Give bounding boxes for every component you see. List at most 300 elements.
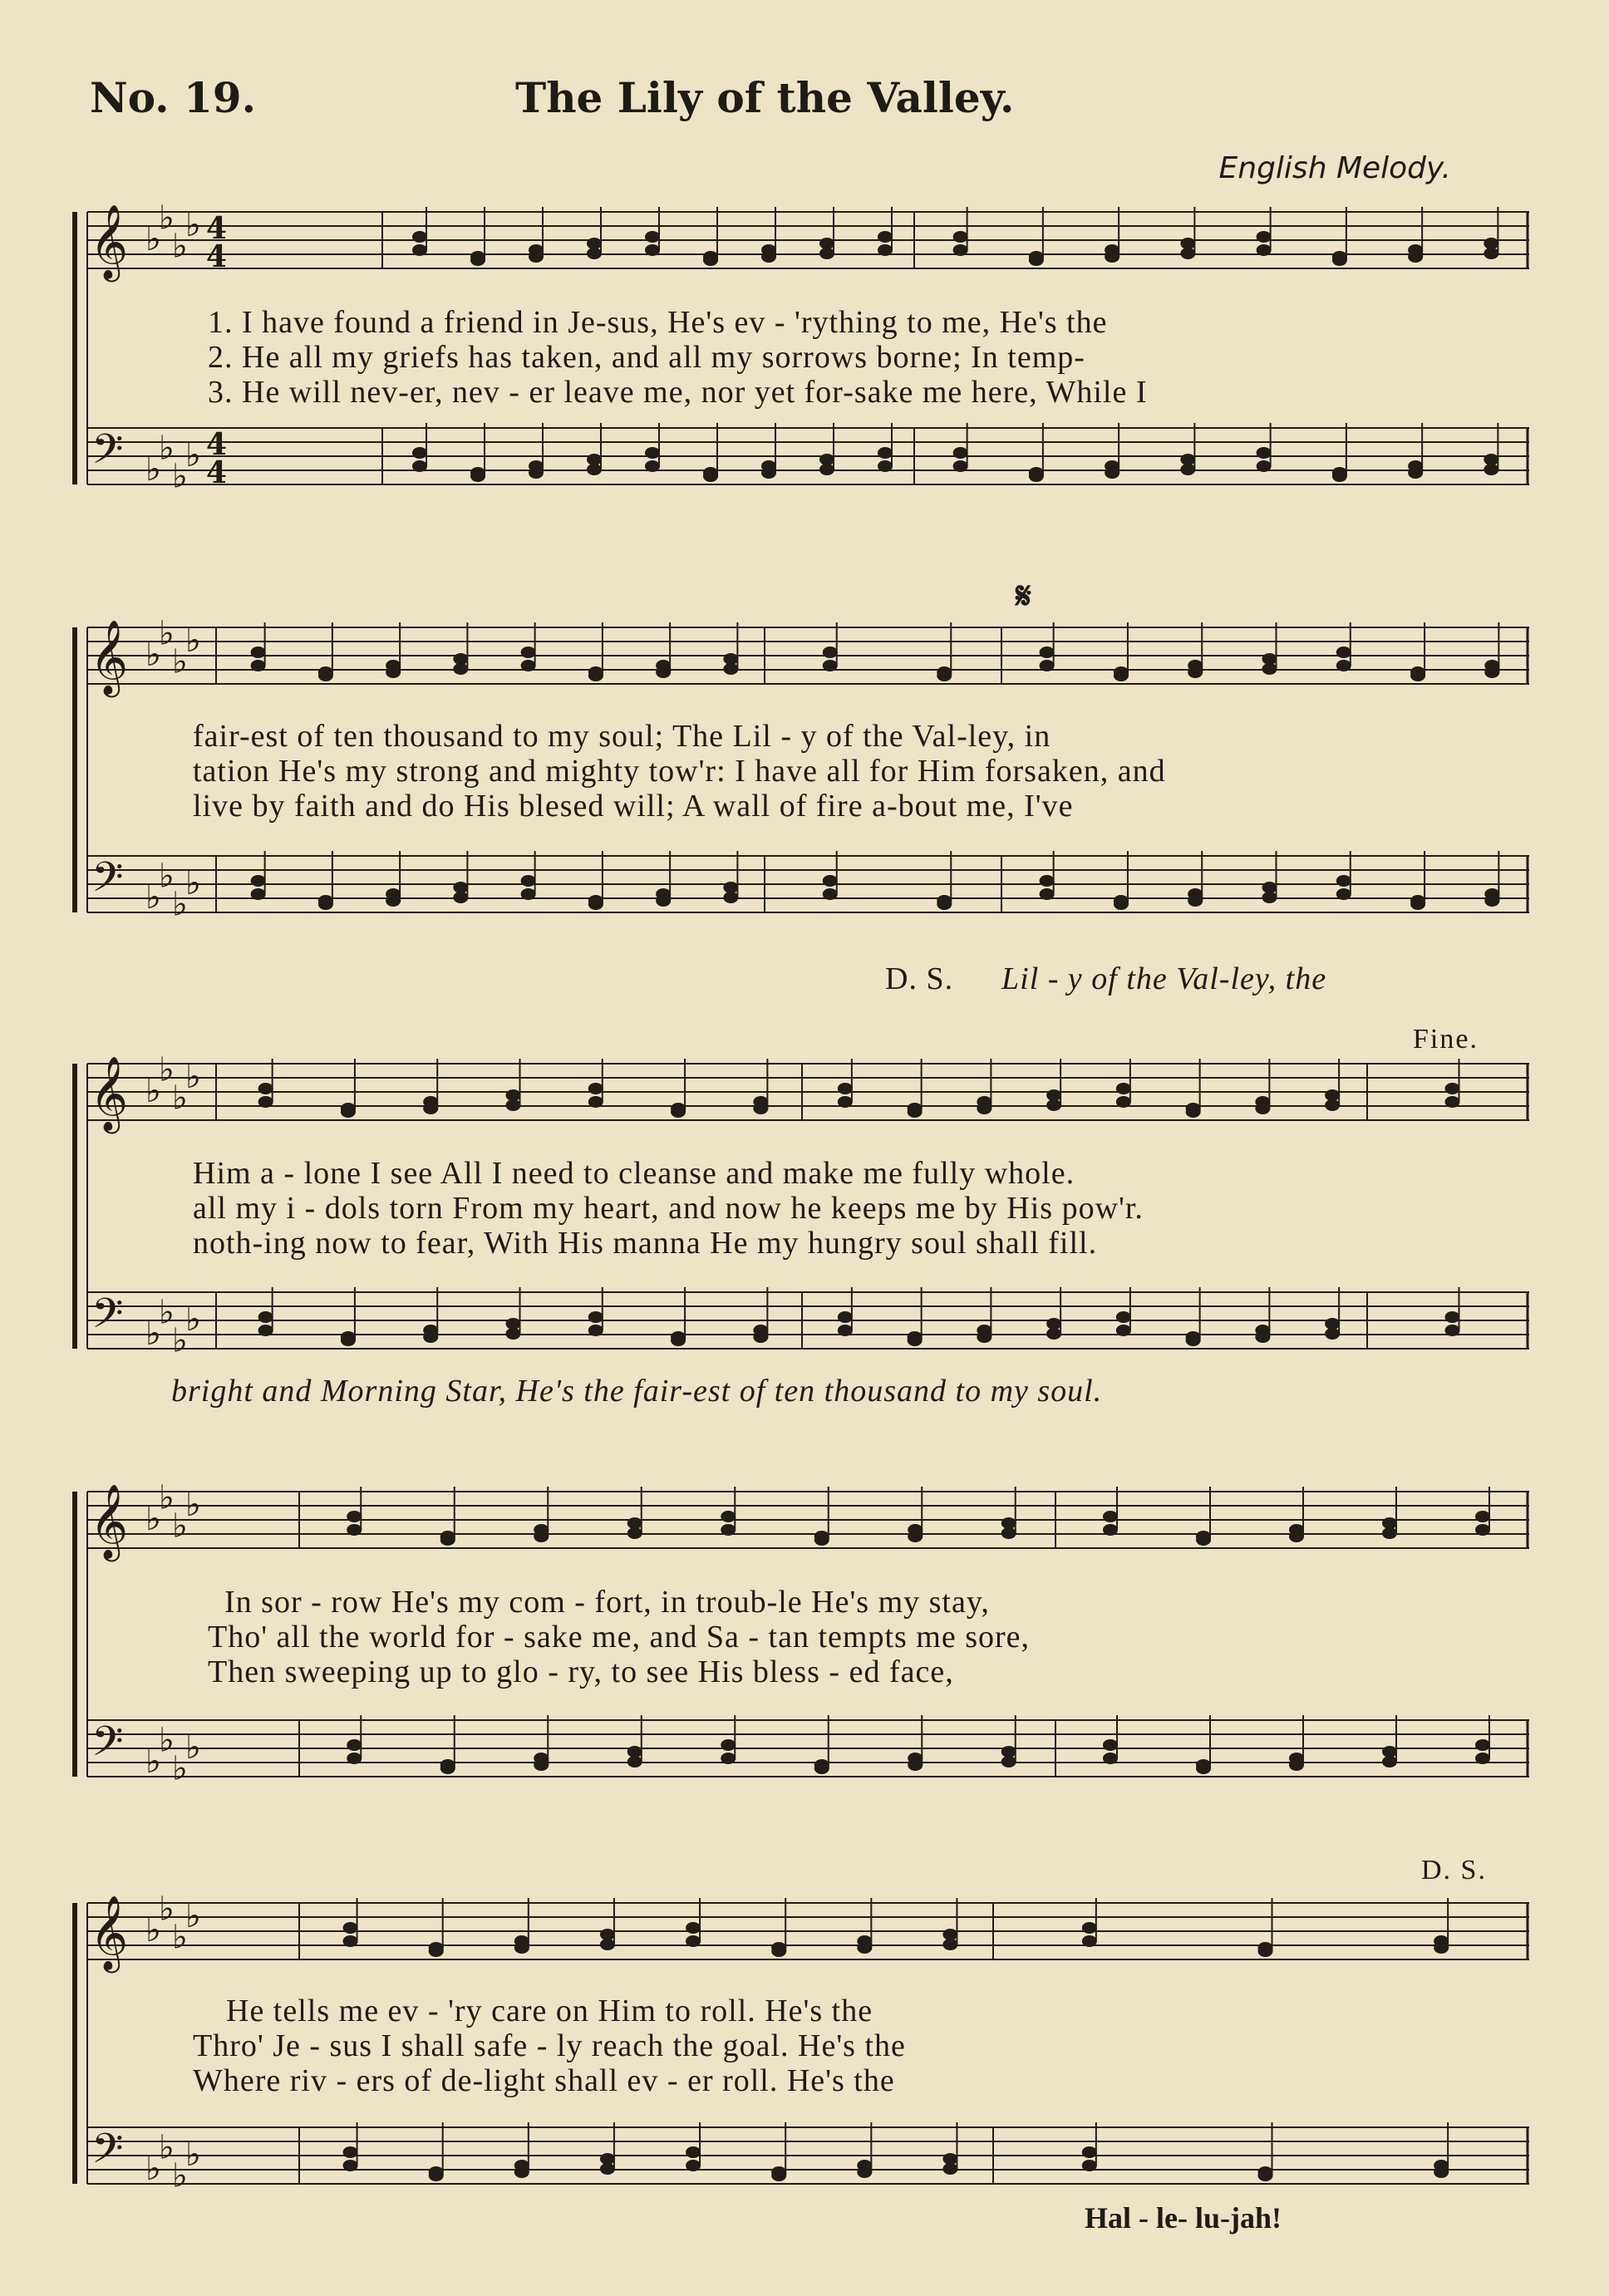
system-2-bass-measure-3-notehead	[1336, 875, 1351, 887]
system-2-bass-measure-3-notehead	[1410, 898, 1425, 910]
system-3-bass-measure-2-notehead	[1046, 1318, 1061, 1330]
lyric-s2-v1: fair-est of ten thousand to my soul; The Lil - y of the Val-ley, in	[193, 719, 1051, 754]
system-3-bass-measure-1-notehead	[671, 1335, 686, 1346]
system-3-bass-measure-2-notehead	[838, 1311, 853, 1323]
system-2-treble-measure-1-notehead	[453, 653, 468, 665]
system-4-bass-measure-1-notehead	[627, 1746, 642, 1758]
ds-lyric: Lil - y of the Val-ley, the	[1001, 961, 1327, 996]
system-4-bass-measure-2-notehead	[1289, 1759, 1304, 1771]
system-1-bass-flat: ♭	[145, 450, 161, 489]
system-1-bass-measure-1-notehead	[878, 460, 893, 472]
system-3-treble-measure-2-notehead	[1116, 1096, 1131, 1108]
system-1-treble-measure-2-notehead	[1484, 248, 1498, 259]
system-1-treble-measure-1-notehead	[412, 244, 427, 256]
system-2-treble-clef: 𝄞	[90, 620, 129, 695]
system-4-bass-measure-1-notehead	[347, 1739, 362, 1751]
system-2-bass-measure-3-notehead	[1188, 895, 1203, 907]
lyric-s1-v2: 2. He all my griefs has taken, and all my sorrows borne; In temp-	[208, 340, 1085, 375]
system-3-bass-flat: ♭	[185, 1300, 201, 1339]
system-5-treble-measure-2-notehead	[1082, 1935, 1097, 1947]
system-3-treble-clef: 𝄞	[90, 1056, 129, 1131]
lyric-s2-v3: live by faith and do His blesed will; A wall of fire a-bout me, I've	[193, 789, 1074, 824]
system-1-treble-clef: 𝄞	[90, 204, 129, 279]
system-4-bass-measure-1-notehead	[908, 1759, 923, 1771]
system-1-treble-measure-2-notehead	[1257, 244, 1272, 256]
system-3-treble-measure-2-notehead	[1255, 1103, 1270, 1114]
system-4-treble-measure-1-notehead	[721, 1511, 736, 1522]
system-4-bass-measure-1-notehead	[347, 1753, 362, 1764]
system-2-bass-measure-3-notehead	[1262, 892, 1277, 903]
system-1-bass-measure-2-notehead	[1029, 470, 1044, 482]
lyric-s3-italic: bright and Morning Star, He's the fair-est of ten thousand to my soul.	[171, 1374, 1103, 1409]
system-4-treble-measure-1-notehead	[721, 1524, 736, 1536]
hymn-number: No. 19.	[90, 73, 256, 122]
system-3-treble-measure-1-notehead	[753, 1103, 768, 1114]
system-4-treble-measure-1-notehead	[627, 1527, 642, 1539]
system-1-bass-measure-2-notehead	[1484, 464, 1498, 475]
ds-mark: D. S.	[1421, 1855, 1487, 1885]
system-1-treble-measure-2-notehead	[1105, 251, 1119, 263]
system-1-treble-measure-1-notehead	[412, 231, 427, 243]
system-2-bass-flat: ♭	[145, 878, 161, 917]
system-1-bass-measure-1-notehead	[529, 467, 544, 479]
system-4-bass-measure-2-notehead	[1475, 1753, 1490, 1764]
system-3-treble-measure-1-notehead	[588, 1096, 603, 1108]
system-2-bass-measure-1-notehead	[453, 882, 468, 893]
system-5-bass-clef: 𝄢	[91, 2125, 124, 2183]
system-1-bass-measure-1-notehead	[645, 447, 660, 459]
system-1-bass-measure-2-notehead	[1257, 460, 1272, 472]
system-1-time-signature: 4	[206, 427, 228, 462]
system-4-treble-measure-2-notehead	[1196, 1534, 1211, 1546]
system-2-bass-measure-2-notehead	[823, 875, 838, 887]
system-2-treble-measure-1-notehead	[521, 660, 536, 671]
system-4-bass-measure-1-notehead	[814, 1763, 829, 1774]
system-1-treble-measure-1-notehead	[587, 238, 602, 249]
fine-mark: Fine.	[1413, 1024, 1479, 1055]
system-4-treble-clef: 𝄞	[90, 1484, 129, 1559]
system-3-treble-measure-1-notehead	[506, 1089, 521, 1101]
system-2-treble-measure-3-notehead	[1262, 653, 1277, 665]
system-1-treble-measure-2-notehead	[953, 244, 968, 256]
system-4-bass-flat: ♭	[159, 1721, 175, 1760]
system-3-treble-measure-1-notehead	[506, 1099, 521, 1111]
system-1-treble-measure-1-notehead	[587, 248, 602, 259]
lyric-s3-v3: noth-ing now to fear, With His manna He my hungry soul shall fill.	[193, 1226, 1098, 1261]
system-1-treble-measure-2-notehead	[1332, 254, 1347, 266]
system-1-bass-measure-1-notehead	[761, 467, 776, 479]
system-5-bass-measure-1-notehead	[686, 2146, 701, 2158]
system-5-treble-measure-1-notehead	[429, 1945, 444, 1957]
system-4-bass-measure-1-notehead	[1001, 1756, 1016, 1767]
system-1-time-signature: 4	[206, 455, 228, 490]
system-1-treble-measure-1-notehead	[878, 244, 893, 256]
system-2-bass-clef: 𝄢	[91, 853, 124, 912]
system-5-bass-measure-2-notehead	[1082, 2160, 1097, 2171]
system-1-bass-measure-2-notehead	[1408, 467, 1423, 479]
system-4-bass-measure-2-notehead	[1475, 1739, 1490, 1751]
system-1-treble-flat: ♭	[172, 227, 188, 266]
system-4-treble-measure-1-notehead	[908, 1531, 923, 1542]
system-5-treble-measure-1-notehead	[600, 1929, 615, 1940]
system-2-treble-measure-3-notehead	[1336, 647, 1351, 658]
system-5-bass-flat: ♭	[145, 2150, 161, 2188]
system-3-bass-measure-1-notehead	[258, 1311, 273, 1323]
lyric-s2-v2: tation He's my strong and mighty tow'r: I have all for Him forsaken, and	[193, 754, 1166, 789]
system-1-bass-measure-1-notehead	[819, 464, 834, 475]
system-4-treble-flat: ♭	[145, 1500, 161, 1538]
system-4-bass-measure-2-notehead	[1382, 1746, 1397, 1758]
system-4-treble-measure-2-notehead	[1382, 1517, 1397, 1529]
system-3-bass-measure-2-notehead	[1116, 1325, 1131, 1336]
lyric-s4-v2: Tho' all the world for - sake me, and Sa - tan tempts me sore,	[208, 1620, 1031, 1654]
system-1-bass-measure-1-notehead	[703, 470, 718, 482]
system-3-treble-measure-1-notehead	[258, 1083, 273, 1094]
system-2-treble-measure-3-notehead	[1262, 663, 1277, 675]
system-4-bass-measure-2-notehead	[1103, 1739, 1118, 1751]
system-3-treble-measure-3-notehead	[1445, 1083, 1460, 1094]
system-1-bass-measure-1-notehead	[470, 470, 485, 482]
system-1-bass-measure-1-notehead	[645, 460, 660, 472]
system-1-treble-measure-1-notehead	[878, 231, 893, 243]
system-3-treble-measure-2-notehead	[1325, 1099, 1340, 1111]
system-3-treble-flat: ♭	[159, 1050, 175, 1089]
system-5-treble-measure-2-notehead	[1434, 1942, 1449, 1954]
lyric-s1-v1: 1. I have found a friend in Je-sus, He's ev - 'rything to me, He's the	[208, 305, 1108, 340]
system-3-bass-measure-2-notehead	[1325, 1328, 1340, 1340]
system-2-treble-measure-3-notehead	[1484, 666, 1499, 678]
system-4-treble-measure-1-notehead	[1001, 1527, 1016, 1539]
system-1-treble-measure-2-notehead	[1408, 251, 1423, 263]
system-2-treble-measure-2-notehead	[823, 660, 838, 671]
system-4-treble-flat: ♭	[185, 1486, 201, 1524]
system-1-bass-measure-2-notehead	[1257, 447, 1272, 459]
system-5-bass-measure-1-notehead	[942, 2163, 957, 2175]
system-3-treble-measure-2-notehead	[1046, 1099, 1061, 1111]
system-2-bass-measure-1-notehead	[588, 898, 603, 910]
system-2-bass-measure-3-notehead	[1484, 895, 1499, 907]
system-1-treble-measure-1-notehead	[819, 248, 834, 259]
system-4-bass-measure-1-notehead	[627, 1756, 642, 1767]
system-3-treble-measure-2-notehead	[838, 1083, 853, 1094]
system-2-treble-measure-3-notehead	[1188, 666, 1203, 678]
system-1-treble-flat: ♭	[145, 220, 161, 258]
system-1-bass-measure-2-notehead	[1484, 454, 1498, 465]
system-1-treble-measure-1-notehead	[761, 251, 776, 263]
system-2-treble-measure-2-notehead	[823, 647, 838, 658]
system-3-treble-measure-1-notehead	[671, 1106, 686, 1118]
system-2-bass-measure-1-notehead	[318, 898, 333, 910]
system-2-treble-measure-2-notehead	[937, 670, 952, 681]
system-4-treble-measure-1-notehead	[814, 1534, 829, 1546]
system-3-treble-flat: ♭	[172, 1079, 188, 1118]
system-2-treble-measure-1-notehead	[251, 647, 266, 658]
system-2-treble-flat: ♭	[159, 614, 175, 653]
system-4-bass-flat: ♭	[172, 1749, 188, 1788]
system-2-bass-flat: ♭	[172, 885, 188, 924]
system-4-bass-flat: ♭	[145, 1743, 161, 1781]
system-4-bass-measure-1-notehead	[534, 1759, 549, 1771]
lyric-s5-v1: He tells me ev - 'ry care on Him to roll. He's the	[226, 1994, 873, 2028]
system-2-treble-measure-3-notehead	[1410, 670, 1425, 681]
lyric-s3-v2: all my i - dols torn From my heart, and now he keeps me by His pow'r.	[193, 1191, 1144, 1226]
system-3-bass-measure-3-notehead	[1445, 1311, 1460, 1323]
system-4-bass-measure-1-notehead	[440, 1763, 455, 1774]
system-3-treble-measure-1-notehead	[258, 1096, 273, 1108]
system-4-treble-measure-1-notehead	[347, 1511, 362, 1522]
system-3-bass-flat: ♭	[172, 1321, 188, 1360]
system-3-treble-measure-2-notehead	[838, 1096, 853, 1108]
system-4-treble-measure-2-notehead	[1475, 1511, 1490, 1522]
system-1-bass-measure-2-notehead	[1180, 454, 1195, 465]
system-1-bass-measure-2-notehead	[1332, 470, 1347, 482]
system-2-treble-flat: ♭	[172, 642, 188, 681]
system-1-bass-clef: 𝄢	[91, 425, 124, 484]
system-3-treble-measure-1-notehead	[588, 1083, 603, 1094]
system-5-treble-clef: 𝄞	[90, 1895, 129, 1970]
hallelujah-text: Hal - le- lu-jah!	[1085, 2201, 1282, 2235]
system-2-bass-measure-3-notehead	[1336, 888, 1351, 900]
system-1-treble-measure-1-notehead	[529, 251, 544, 263]
system-1-treble-measure-1-notehead	[703, 254, 718, 266]
system-3-bass-measure-2-notehead	[838, 1325, 853, 1336]
system-3-treble-measure-2-notehead	[1116, 1083, 1131, 1094]
system-1-treble-flat: ♭	[185, 206, 201, 244]
system-3-bass-measure-2-notehead	[977, 1331, 991, 1343]
system-3-treble-measure-3-notehead	[1445, 1096, 1460, 1108]
lyric-s3-v1: Him a - lone I see All I need to cleanse and make me fully whole.	[193, 1156, 1075, 1191]
system-1-treble-measure-1-notehead	[819, 238, 834, 249]
lyric-s4-v1: In sor - row He's my com - fort, in troub-le He's my stay,	[224, 1585, 990, 1620]
system-5-treble-measure-1-notehead	[686, 1935, 701, 1947]
system-4-bass-clef: 𝄢	[91, 1718, 124, 1776]
system-3-bass-measure-1-notehead	[588, 1311, 603, 1323]
system-5-treble-measure-1-notehead	[600, 1939, 615, 1950]
system-4-treble-measure-2-notehead	[1382, 1527, 1397, 1539]
system-2-treble-measure-1-notehead	[588, 670, 603, 681]
system-1-treble-measure-2-notehead	[1029, 254, 1044, 266]
system-1-bass-measure-2-notehead	[953, 447, 968, 459]
system-3-bass-flat: ♭	[159, 1293, 175, 1332]
composer-credit: English Melody.	[1218, 151, 1451, 185]
system-3-treble-measure-1-notehead	[423, 1103, 438, 1114]
system-5-treble-flat: ♭	[172, 1918, 188, 1957]
system-2-bass-measure-3-notehead	[1040, 888, 1055, 900]
system-2-bass-measure-3-notehead	[1114, 898, 1129, 910]
system-2-treble-flat: ♭	[185, 622, 201, 660]
system-3-treble-flat: ♭	[145, 1072, 161, 1110]
system-5-treble-measure-2-notehead	[1258, 1945, 1273, 1957]
system-2-bass-measure-3-notehead	[1262, 882, 1277, 893]
system-2-treble-measure-1-notehead	[453, 663, 468, 675]
system-4-bass-measure-1-notehead	[1001, 1746, 1016, 1758]
system-2-treble-measure-1-notehead	[251, 660, 266, 671]
system-5-treble-measure-1-notehead	[343, 1922, 358, 1934]
system-2-treble-measure-3-notehead	[1336, 660, 1351, 671]
system-5-treble-measure-1-notehead	[942, 1929, 957, 1940]
system-4-treble-measure-1-notehead	[347, 1524, 362, 1536]
system-3-treble-measure-2-notehead	[908, 1106, 923, 1118]
system-1-bass-measure-1-notehead	[819, 454, 834, 465]
system-5-bass-measure-1-notehead	[429, 2170, 444, 2181]
lyric-s4-v3: Then sweeping up to glo - ry, to see His bless - ed face,	[208, 1654, 954, 1689]
system-2-bass-measure-3-notehead	[1040, 875, 1055, 887]
system-2-bass-measure-1-notehead	[521, 888, 536, 900]
system-5-bass-measure-1-notehead	[942, 2153, 957, 2165]
system-3-treble-flat: ♭	[185, 1058, 201, 1096]
system-5-bass-measure-1-notehead	[857, 2166, 872, 2178]
system-4-treble-flat: ♭	[159, 1478, 175, 1517]
system-4-bass-measure-2-notehead	[1103, 1753, 1118, 1764]
system-5-bass-measure-1-notehead	[686, 2160, 701, 2171]
lyric-s5-v3: Where riv - ers of de-light shall ev - er roll. He's the	[193, 2063, 895, 2098]
system-5-treble-measure-1-notehead	[514, 1942, 529, 1954]
system-5-bass-measure-2-notehead	[1434, 2166, 1449, 2178]
system-5-treble-measure-1-notehead	[857, 1942, 872, 1954]
system-4-treble-measure-2-notehead	[1103, 1524, 1118, 1536]
system-2-treble-measure-3-notehead	[1040, 647, 1055, 658]
system-5-bass-measure-1-notehead	[343, 2146, 358, 2158]
system-5-bass-measure-2-notehead	[1082, 2146, 1097, 2158]
system-3-treble-measure-2-notehead	[1186, 1106, 1201, 1118]
system-2-treble-measure-1-notehead	[656, 666, 671, 678]
system-1-bass-measure-1-notehead	[587, 464, 602, 475]
system-2-treble-measure-1-notehead	[723, 653, 738, 665]
system-1-bass-flat: ♭	[185, 436, 201, 474]
system-3-bass-measure-2-notehead	[1255, 1331, 1270, 1343]
system-3-bass-measure-1-notehead	[341, 1335, 356, 1346]
system-3-bass-measure-1-notehead	[753, 1331, 768, 1343]
system-3-bass-measure-1-notehead	[506, 1318, 521, 1330]
system-4-bass-flat: ♭	[185, 1728, 201, 1767]
system-2-bass-measure-1-notehead	[723, 892, 738, 903]
system-1-bass-measure-1-notehead	[412, 460, 427, 472]
system-3-bass-measure-1-notehead	[423, 1331, 438, 1343]
system-4-treble-measure-2-notehead	[1475, 1524, 1490, 1536]
system-2-bass-measure-1-notehead	[521, 875, 536, 887]
system-4-bass-measure-2-notehead	[1196, 1763, 1211, 1774]
system-4-treble-measure-2-notehead	[1289, 1531, 1304, 1542]
system-3-bass-clef: 𝄢	[91, 1290, 124, 1348]
system-3-bass-measure-1-notehead	[258, 1325, 273, 1336]
system-3-bass-measure-2-notehead	[908, 1335, 923, 1346]
system-2-bass-flat: ♭	[185, 864, 201, 902]
system-5-treble-measure-1-notehead	[686, 1922, 701, 1934]
system-2-treble-measure-3-notehead	[1040, 660, 1055, 671]
system-1-treble-measure-2-notehead	[1180, 248, 1195, 259]
system-1-bass-measure-2-notehead	[1105, 467, 1119, 479]
system-1-treble-measure-2-notehead	[1180, 238, 1195, 249]
system-1-bass-measure-2-notehead	[1180, 464, 1195, 475]
system-2-bass-measure-1-notehead	[251, 888, 266, 900]
system-2-bass-measure-2-notehead	[937, 898, 952, 910]
system-5-bass-measure-1-notehead	[343, 2160, 358, 2171]
system-1-bass-measure-1-notehead	[412, 447, 427, 459]
system-5-bass-measure-1-notehead	[600, 2163, 615, 2175]
system-3-bass-measure-1-notehead	[588, 1325, 603, 1336]
system-4-bass-measure-1-notehead	[721, 1739, 736, 1751]
system-4-treble-measure-1-notehead	[1001, 1517, 1016, 1529]
system-1-bass-flat: ♭	[159, 429, 175, 468]
system-5-treble-measure-1-notehead	[771, 1945, 786, 1957]
system-5-bass-flat: ♭	[159, 2128, 175, 2167]
system-3-bass-measure-2-notehead	[1046, 1328, 1061, 1340]
system-1-treble-measure-2-notehead	[1257, 231, 1272, 243]
system-1-time-signature: 4	[206, 239, 228, 274]
system-3-bass-measure-2-notehead	[1325, 1318, 1340, 1330]
system-3-bass-measure-3-notehead	[1445, 1325, 1460, 1336]
system-2-treble-measure-3-notehead	[1114, 670, 1129, 681]
system-2-treble-flat: ♭	[145, 636, 161, 674]
system-2-treble-measure-1-notehead	[318, 670, 333, 681]
system-5-treble-flat: ♭	[185, 1897, 201, 1935]
system-3-treble-measure-2-notehead	[977, 1103, 991, 1114]
system-4-treble-measure-2-notehead	[1103, 1511, 1118, 1522]
system-2-bass-measure-2-notehead	[823, 888, 838, 900]
system-2-bass-measure-1-notehead	[453, 892, 468, 903]
system-5-treble-flat: ♭	[145, 1911, 161, 1949]
system-1-treble-measure-2-notehead	[1484, 238, 1498, 249]
system-5-bass-measure-1-notehead	[514, 2166, 529, 2178]
system-5-treble-measure-1-notehead	[942, 1939, 957, 1950]
system-4-bass-measure-2-notehead	[1382, 1756, 1397, 1767]
system-2-treble-measure-1-notehead	[723, 663, 738, 675]
system-5-treble-measure-2-notehead	[1082, 1922, 1097, 1934]
system-5-bass-measure-1-notehead	[600, 2153, 615, 2165]
system-3-treble-measure-1-notehead	[341, 1106, 356, 1118]
system-5-bass-flat: ♭	[185, 2136, 201, 2174]
system-5-treble-flat: ♭	[159, 1890, 175, 1929]
system-3-bass-measure-1-notehead	[506, 1328, 521, 1340]
system-1-bass-measure-1-notehead	[587, 454, 602, 465]
system-4-bass-measure-1-notehead	[721, 1753, 736, 1764]
system-2-bass-measure-1-notehead	[251, 875, 266, 887]
hymn-title: The Lily of the Valley.	[515, 73, 1015, 122]
system-1-bass-flat: ♭	[172, 457, 188, 496]
system-4-treble-measure-1-notehead	[440, 1534, 455, 1546]
lyric-s5-v2: Thro' Je - sus I shall safe - ly reach the goal. He's the	[193, 2028, 906, 2063]
system-2-bass-measure-1-notehead	[656, 895, 671, 907]
system-1-treble-measure-1-notehead	[645, 231, 660, 243]
system-5-bass-measure-2-notehead	[1258, 2170, 1273, 2181]
system-3-treble-measure-2-notehead	[1046, 1089, 1061, 1101]
system-1-bass-measure-2-notehead	[953, 460, 968, 472]
system-4-treble-measure-1-notehead	[534, 1531, 549, 1542]
system-1-treble-flat: ♭	[159, 199, 175, 238]
system-2-bass-flat: ♭	[159, 857, 175, 896]
system-2-bass-measure-1-notehead	[386, 895, 401, 907]
system-2-bass-measure-1-notehead	[723, 882, 738, 893]
system-4-treble-measure-1-notehead	[627, 1517, 642, 1529]
system-1-treble-measure-2-notehead	[953, 231, 968, 243]
system-5-treble-measure-1-notehead	[343, 1935, 358, 1947]
system-1-treble-measure-1-notehead	[470, 254, 485, 266]
system-4-treble-flat: ♭	[172, 1507, 188, 1546]
system-5-bass-flat: ♭	[172, 2156, 188, 2195]
lyric-s1-v3: 3. He will nev-er, nev - er leave me, nor yet for-sake me here, While I	[208, 375, 1148, 410]
system-2-treble-measure-1-notehead	[386, 666, 401, 678]
system-3-bass-measure-2-notehead	[1116, 1311, 1131, 1323]
system-3-treble-measure-2-notehead	[1325, 1089, 1340, 1101]
system-5-bass-measure-1-notehead	[771, 2170, 786, 2181]
segno-sign: 𝄋	[1016, 575, 1031, 617]
system-3-bass-measure-2-notehead	[1186, 1335, 1201, 1346]
system-1-treble-measure-1-notehead	[645, 244, 660, 256]
ds-label: D. S.	[885, 961, 954, 996]
system-3-bass-flat: ♭	[145, 1315, 161, 1353]
system-1-time-signature: 4	[206, 211, 228, 246]
system-2-treble-measure-1-notehead	[521, 647, 536, 658]
